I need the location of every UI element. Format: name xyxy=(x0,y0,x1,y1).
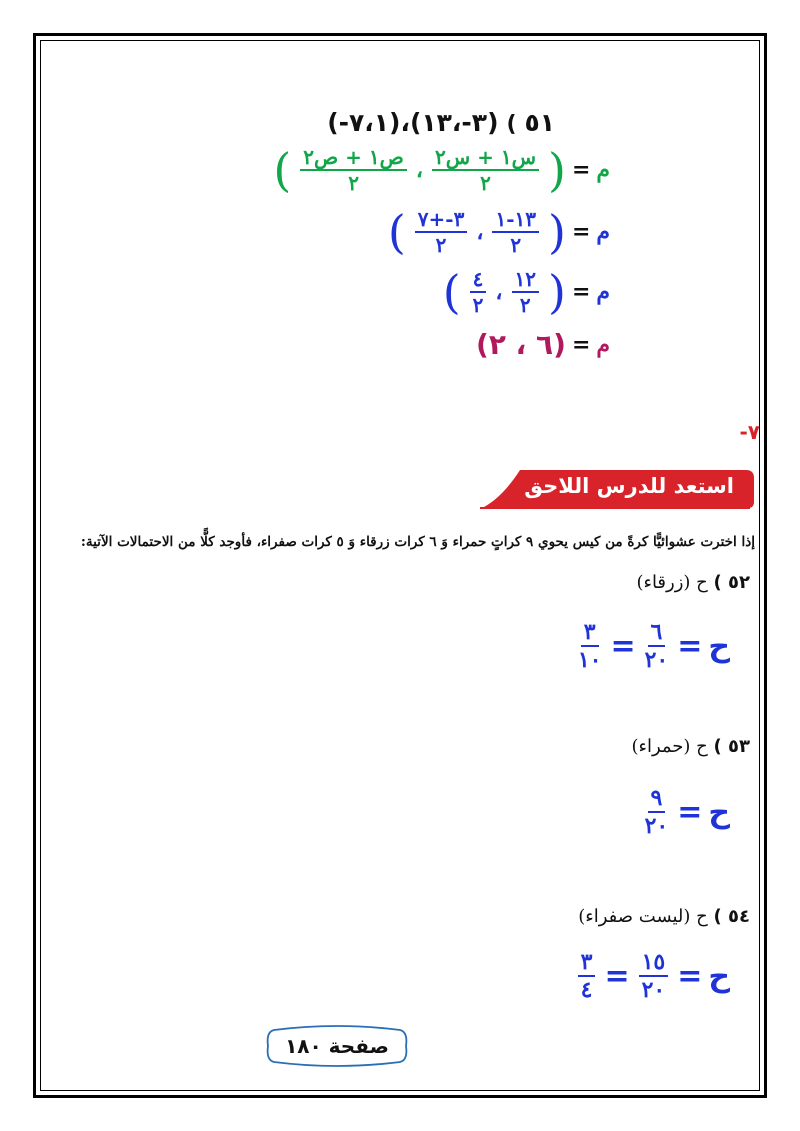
question-54-answer: ح = $\frac{١٥}{٢٠}$ = $\frac{٣}{٤}$ xyxy=(575,950,730,1002)
formula-m: م xyxy=(596,157,610,183)
section-banner xyxy=(480,468,756,510)
midpoint-result: م = (٦ ، ٢) xyxy=(476,328,610,361)
side-note: ٧- xyxy=(739,420,760,444)
page-border-inner xyxy=(40,40,760,1091)
formula-fraction-x: $\frac{\text{س١ + س٢}}{٢}$ xyxy=(429,146,542,194)
midpoint-step-substitution: م = ( $\frac{١٣-١}{٢}$ ، $\frac{٣-+٧}{٢}$ ) xyxy=(387,205,610,259)
page-number-badge xyxy=(262,1024,412,1068)
problem-51-header: ٥١ ) (٣-،١٣)،(٧،١-) xyxy=(327,108,555,137)
problem-number: ٥١ xyxy=(524,108,555,137)
formula-fraction-y: $\frac{\text{ص١ + ص٢}}{٢}$ xyxy=(297,146,410,194)
midpoint-result-value: (٦ ، ٢) xyxy=(476,328,566,361)
question-53-label: ٥٣ ) ح (حمراء) xyxy=(631,736,750,757)
problem-points: (٣-،١٣)،(٧،١-) xyxy=(327,108,499,137)
question-52-answer: ح = $\frac{٦}{٢٠}$ = $\frac{٣}{١٠}$ xyxy=(577,619,730,674)
midpoint-formula: م = ( $\frac{\text{س١ + س٢}}{٢}$ ، $\frac{\text{ص١ + ص٢}}{٢}$ ) xyxy=(273,143,610,197)
page-number-label: صفحة ١٨٠ xyxy=(285,1034,389,1058)
question-53-answer: ح = $\frac{٩}{٢٠}$ xyxy=(644,785,730,840)
midpoint-step-simplify: م = ( $\frac{١٢}{٢}$ ، $\frac{٤}{٢}$ ) xyxy=(442,265,610,319)
section-title: استعد للدرس اللاحق xyxy=(524,474,734,498)
intro-text: إذا اخترت عشوائيًّا كرةً من كيس يحوي ٩ كراتٍ حمراء وَ ٦ كرات زرقاء وَ ٥ كرات صفراء، فأوجد كلًّا من الاحتمالات الآتية: xyxy=(80,534,755,550)
question-52-label: ٥٢ ) ح (زرقاء) xyxy=(636,572,750,593)
question-54-label: ٥٤ ) ح (ليست صفراء) xyxy=(578,906,750,927)
section-rule xyxy=(480,507,750,509)
